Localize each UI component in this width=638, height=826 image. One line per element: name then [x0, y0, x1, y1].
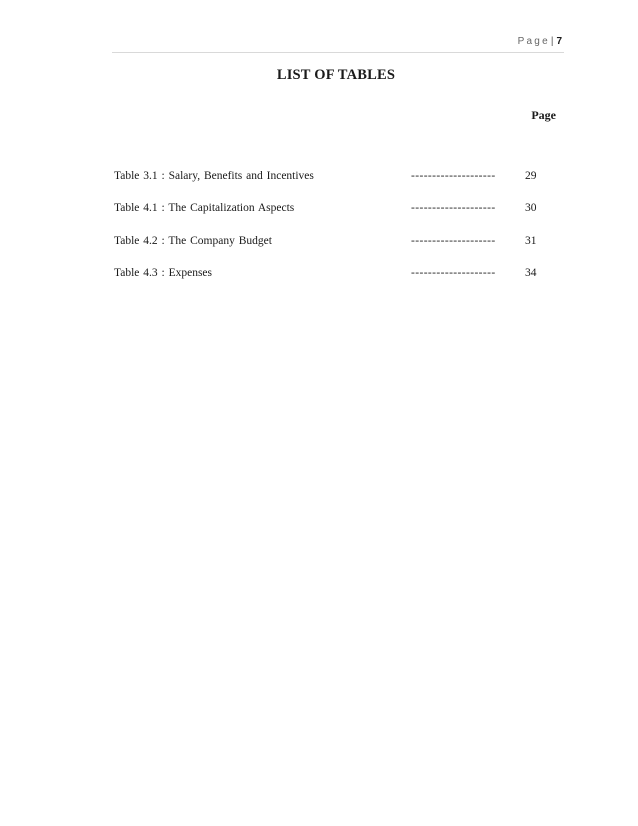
list-item-table-4-3	[114, 266, 554, 298]
list-item-table-4-2	[114, 234, 554, 266]
entry-page-number: 30	[525, 202, 537, 215]
list-of-tables	[114, 169, 554, 298]
page-separator: |	[550, 36, 554, 47]
entry-page-number: 34	[525, 266, 537, 279]
entry-label: Table 4.3 : Expenses	[114, 266, 213, 279]
entry-label: Table 3.1 : Salary, Benefits and Incentives	[114, 170, 314, 182]
page-header	[112, 36, 564, 53]
entry-leader: --------------------	[411, 202, 496, 215]
page-title: LIST OF TABLES	[276, 67, 396, 83]
entry-page-number: 31	[525, 234, 537, 247]
entry-page-number: 29	[525, 170, 537, 182]
entry-leader: --------------------	[411, 170, 496, 182]
list-item-table-3-1	[114, 169, 554, 201]
page-number-value: 7	[556, 36, 562, 47]
entry-label: Table 4.2 : The Company Budget	[114, 234, 272, 247]
entry-label: Table 4.1 : The Capitalization Aspects	[114, 202, 295, 215]
page-number	[518, 36, 562, 48]
entry-leader: --------------------	[411, 234, 496, 247]
page-column-heading: Page	[531, 108, 556, 122]
entry-leader: --------------------	[411, 266, 496, 279]
list-item-table-4-1	[114, 201, 554, 233]
page-word: Page	[517, 36, 550, 47]
